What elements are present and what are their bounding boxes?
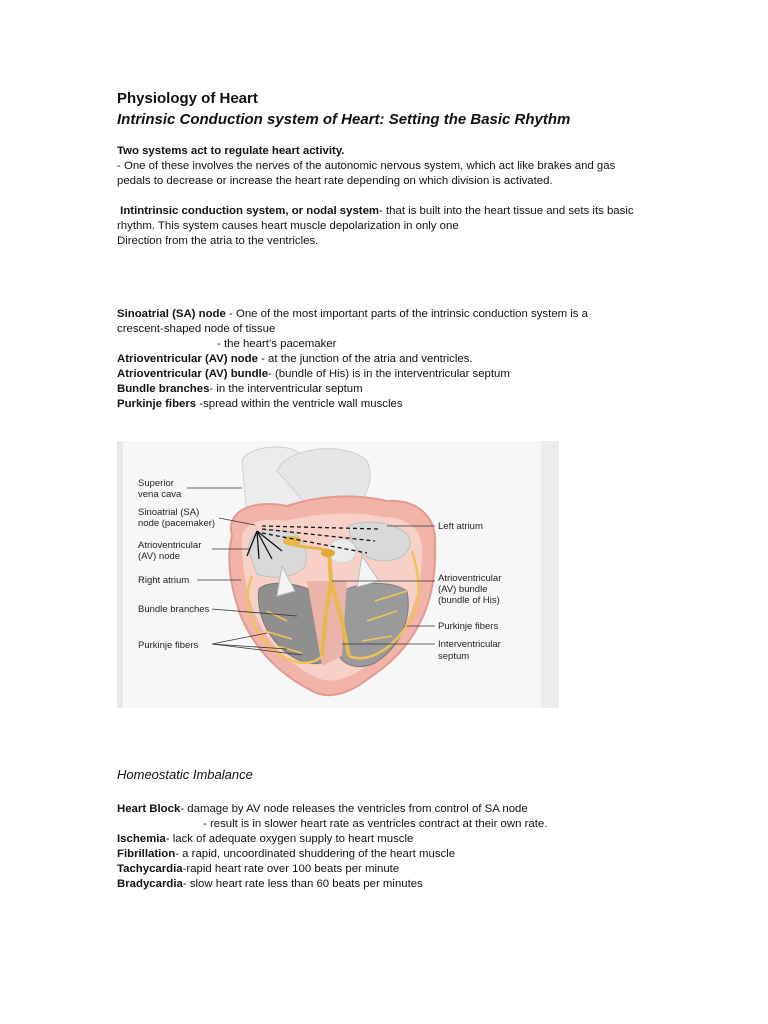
label-left-atrium: Left atrium <box>438 521 483 532</box>
bradycardia-line <box>117 877 677 892</box>
av-bundle-text: - (bundle of His) is in the interventricular septum <box>268 368 510 380</box>
intro-section <box>117 144 677 189</box>
fibrillation-line <box>117 847 677 862</box>
heart-block-line <box>117 802 677 817</box>
page-subtitle: Intrinsic Conduction system of Heart: Setting the Basic Rhythm <box>117 111 571 128</box>
sa-node-line <box>117 307 677 322</box>
homeostatic-imbalance-heading: Homeostatic Imbalance <box>117 767 253 782</box>
av-node-text: - at the junction of the atria and ventricles. <box>261 353 473 365</box>
label-right-atrium: Right atrium <box>138 575 190 586</box>
bradycardia-text: - slow heart rate less than 60 beats per minutes <box>182 878 423 890</box>
label-septum-2: septum <box>438 651 470 662</box>
sa-node-term: Sinoatrial (SA) node <box>117 308 226 320</box>
figure-left-edge <box>117 441 123 708</box>
label-septum-1: Interventricular <box>438 639 501 650</box>
label-av-bundle-1: Atrioventricular <box>438 573 502 584</box>
heart-conduction-figure <box>117 441 559 708</box>
bradycardia-term: Bradycardia <box>117 878 183 890</box>
imbalance-section <box>117 802 677 892</box>
tachycardia-term: Tachycardia <box>117 863 183 875</box>
sa-node-line-2: crescent-shaped node of tissue <box>117 323 276 335</box>
ischemia-term: Ischemia <box>117 833 166 845</box>
nodal-line-3: Direction from the atria to the ventricles. <box>117 235 319 247</box>
label-superior-vena-cava-1: Superior <box>138 478 174 489</box>
figure-right-edge <box>541 441 559 708</box>
fibrillation-term: Fibrillation <box>117 848 176 860</box>
bundle-branches-term: Bundle branches <box>117 383 210 395</box>
label-purkinje-left: Purkinje fibers <box>138 640 199 651</box>
purkinje-line <box>117 397 677 412</box>
purkinje-term: Purkinje fibers <box>117 398 197 410</box>
bundle-branches-text: - in the interventricular septum <box>209 383 363 395</box>
heart-block-term: Heart Block <box>117 803 181 815</box>
av-node-line <box>117 352 677 367</box>
nodal-line-1 <box>117 204 677 219</box>
ischemia-text: - lack of adequate oxygen supply to heart muscle <box>165 833 414 845</box>
purkinje-text: -spread within the ventricle wall muscles <box>196 398 403 410</box>
ischemia-line <box>117 832 677 847</box>
label-bundle-branches: Bundle branches <box>138 604 210 615</box>
page-title: Physiology of Heart <box>117 90 258 107</box>
nodal-term: Intintrinsic conduction system, or nodal system <box>120 205 380 217</box>
parts-section <box>117 307 677 412</box>
heart-block-line-2: - result is in slower heart rate as ventricles contract at their own rate. <box>203 818 548 830</box>
intro-heading: Two systems act to regulate heart activity. <box>117 145 345 157</box>
tachycardia-text: -rapid heart rate over 100 beats per minute <box>182 863 400 875</box>
av-node-marker <box>321 549 335 557</box>
label-purkinje-right: Purkinje fibers <box>438 621 499 632</box>
label-av-bundle-2: (AV) bundle <box>438 584 488 595</box>
label-superior-vena-cava-2: vena cava <box>138 489 182 500</box>
label-sa-node-2: node (pacemaker) <box>138 518 216 529</box>
av-node-term: Atrioventricular (AV) node <box>117 353 258 365</box>
bundle-branches-line <box>117 382 677 397</box>
label-av-bundle-3: (bundle of His) <box>438 595 500 606</box>
intro-line-1: - One of these involves the nerves of the autonomic nervous system, which act like brakes and gas <box>117 160 616 172</box>
nodal-text: - that is built into the heart tissue and sets its basic <box>379 205 634 217</box>
sa-node-line-3: - the heart’s pacemaker <box>217 338 337 350</box>
nodal-line-2: rhythm. This system causes heart muscle depolarization in only one <box>117 220 459 232</box>
nodal-section <box>117 204 677 249</box>
av-bundle-line <box>117 367 677 382</box>
heart-diagram <box>117 441 559 708</box>
intro-line-2: pedals to decrease or increase the heart rate depending on which division is activated. <box>117 175 553 187</box>
tachycardia-line <box>117 862 677 877</box>
sa-node-text: - One of the most important parts of the intrinsic conduction system is a <box>225 308 588 320</box>
fibrillation-text: - a rapid, uncoordinated shuddering of the heart muscle <box>175 848 456 860</box>
av-bundle-term: Atrioventricular (AV) bundle <box>117 368 269 380</box>
label-av-node-2: (AV) node <box>138 551 181 562</box>
label-sa-node-1: Sinoatrial (SA) <box>138 507 200 518</box>
label-av-node-1: Atrioventricular <box>138 540 202 551</box>
heart-block-text: - damage by AV node releases the ventricles from control of SA node <box>180 803 528 815</box>
